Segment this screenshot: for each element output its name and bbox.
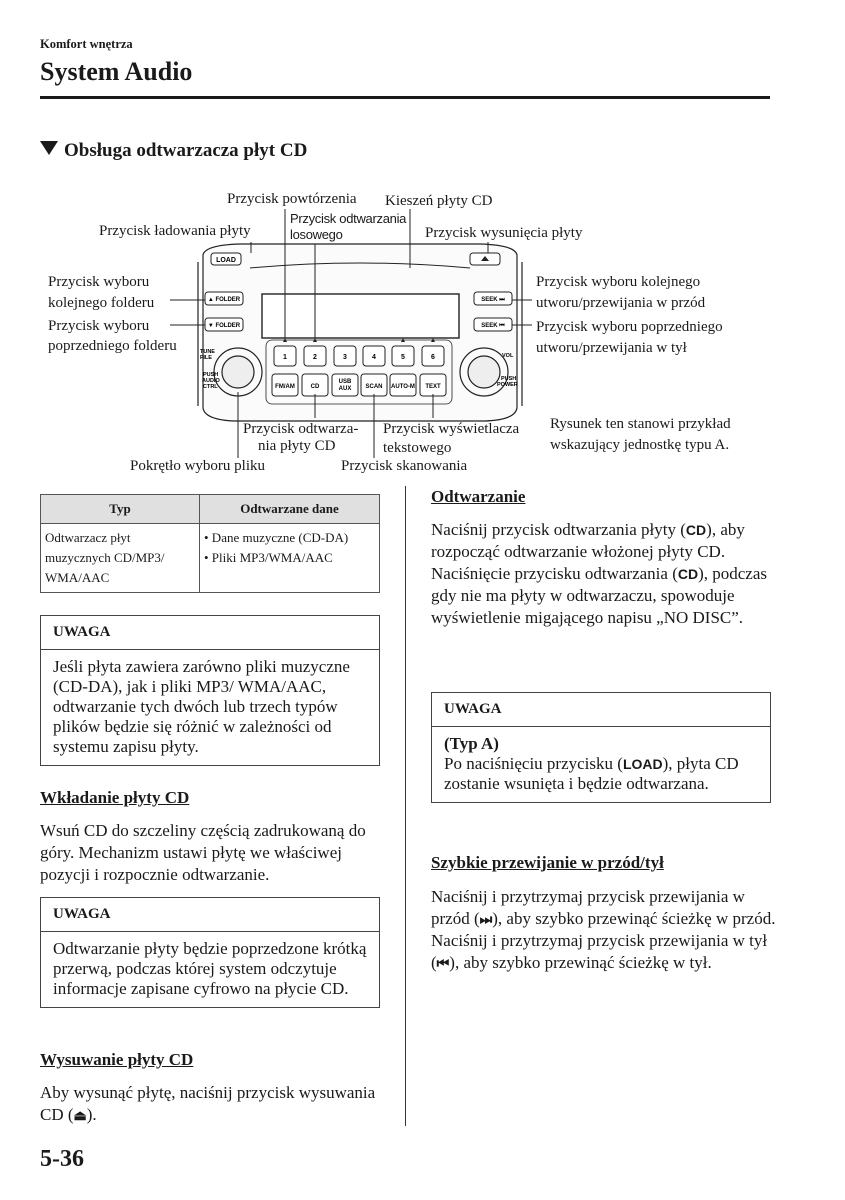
callout-play-1: Przycisk odtwarza- bbox=[243, 421, 359, 437]
figure-note-1: Rysunek ten stanowi przykład bbox=[550, 416, 731, 432]
callout-folder-prev-2: poprzedniego folderu bbox=[48, 338, 177, 354]
callout-track-next-1: Przycisk wyboru kolejnego bbox=[536, 274, 701, 290]
column-divider bbox=[405, 486, 406, 1126]
func-label-1: CD bbox=[310, 384, 320, 390]
push-power-1: PUSH bbox=[501, 376, 517, 382]
push-audio-3: CTRL bbox=[203, 384, 218, 390]
callout-track-next-2: utworu/przewijania w przód bbox=[536, 295, 706, 311]
tune-label-2: FILE bbox=[200, 355, 212, 361]
loading-heading: Wkładanie płyty CD bbox=[40, 788, 190, 807]
eject-heading: Wysuwanie płyty CD bbox=[40, 1050, 194, 1069]
note-body: Jeśli płyta zawiera zarówno pliki muzyczne (CD-DA), jak i pliki MP3/ WMA/AAC, odtwarzanie tych dwóch lub trzech typów plików będzie się różnić w zależności od systemu zapisu płyty. bbox=[53, 657, 350, 756]
fastseek-text-1: Naciśnij i przytrzymaj przycisk przewijania w przód ( bbox=[431, 887, 745, 928]
note-heading: UWAGA bbox=[432, 693, 770, 727]
play-body bbox=[431, 519, 776, 629]
callout-folder-prev-1: Przycisk wyboru bbox=[48, 318, 150, 334]
callout-knob: Pokrętło wyboru pliku bbox=[130, 458, 265, 474]
note-subheading: (Typ A) bbox=[444, 734, 499, 753]
section-label: Komfort wnętrza bbox=[40, 37, 133, 51]
func-label-2: AUX bbox=[338, 386, 352, 392]
callout-repeat: Przycisk powtórzenia bbox=[227, 191, 357, 207]
preset-label-6: 6 bbox=[431, 354, 435, 361]
figure-note-2: wskazujący jednostkę typu A. bbox=[550, 437, 730, 453]
fastseek-heading: Szybkie przewijanie w przód/tył bbox=[431, 853, 664, 872]
fastseek-body bbox=[431, 886, 776, 974]
note-heading: UWAGA bbox=[41, 898, 379, 932]
data-item: • Pliki MP3/WMA/AAC bbox=[204, 550, 333, 565]
play-text-1: Naciśnij przycisk odtwarzania płyty ( bbox=[431, 520, 686, 539]
note-body bbox=[432, 727, 770, 802]
callout-random-2: losowego bbox=[290, 227, 343, 242]
callout-play-2: nia płyty CD bbox=[258, 438, 336, 454]
note-body: Odtwarzanie płyty będzie poprzedzone krótką przerwą, podczas której system odczytuje informacje zapisane cyfrowo na płycie CD. bbox=[53, 939, 367, 998]
page-title: System Audio bbox=[40, 57, 193, 86]
load-button-label: LOAD bbox=[216, 257, 236, 264]
playback-type-table bbox=[40, 494, 380, 593]
fastseek-text-2: ), aby szybko przewinąć ścieżkę w przód. Naciśnij i przytrzymaj przycisk przewijania w tył ( bbox=[431, 909, 776, 972]
play-heading: Odtwarzanie bbox=[431, 487, 526, 506]
table-header-row bbox=[41, 495, 380, 524]
vol-label: VOL bbox=[502, 353, 514, 359]
play-text-2: ), aby rozpocząć odtwarzanie włożonej płyty CD. Naciśnięcie przycisku odtwarzania ( bbox=[431, 520, 745, 583]
func-label-4: AUTO-M bbox=[391, 384, 415, 390]
callout-track-prev-1: Przycisk wyboru poprzedniego bbox=[536, 319, 723, 335]
note-heading: UWAGA bbox=[41, 616, 379, 650]
loading-body: Wsuń CD do szczeliny częścią zadrukowaną do góry. Mechanizm ustawi płytę we właściwej pozycji i rozpocznie odtwarzanie. bbox=[40, 821, 366, 884]
callout-track-prev-2: utworu/przewijania w tył bbox=[536, 340, 687, 356]
table-row bbox=[41, 524, 380, 593]
fastseek-text-3: ), aby szybko przewinąć ścieżkę w tył. bbox=[449, 953, 712, 972]
load-icon: LOAD bbox=[622, 756, 663, 772]
skip-back-icon: ⏮ bbox=[436, 955, 450, 971]
table-cell-data bbox=[200, 524, 380, 593]
note-text-a: Po naciśnięciu przycisku ( bbox=[444, 754, 623, 773]
eject-body bbox=[40, 1082, 380, 1126]
note-box-1 bbox=[40, 615, 380, 766]
callout-folder-next-1: Przycisk wyboru bbox=[48, 274, 150, 290]
func-label-5: TEXT bbox=[425, 384, 441, 390]
seek-down-label: SEEK ⏮ bbox=[481, 323, 505, 329]
callout-text-2: tekstowego bbox=[383, 440, 452, 456]
note-box-2 bbox=[40, 897, 380, 1008]
func-button-2 bbox=[332, 374, 358, 396]
callout-eject: Przycisk wysunięcia płyty bbox=[425, 225, 583, 241]
data-item: • Dane muzyczne (CD-DA) bbox=[204, 530, 349, 545]
table-header: Typ bbox=[41, 495, 200, 524]
func-label-3: SCAN bbox=[365, 384, 383, 390]
cd-icon: CD bbox=[677, 566, 699, 582]
callout-load: Przycisk ładowania płyty bbox=[99, 223, 251, 239]
preset-label-2: 2 bbox=[313, 354, 317, 361]
table-cell-type: Odtwarzacz płyt muzycznych CD/MP3/ WMA/AAC bbox=[41, 524, 200, 593]
eject-icon: ⏏ bbox=[73, 1107, 87, 1123]
note-text-b: ), płyta CD zostanie wsunięta i będzie odtwarzana. bbox=[444, 754, 739, 793]
eject-text-a: Aby wysunąć płytę, naciśnij przycisk wysuwania CD ( bbox=[40, 1083, 376, 1124]
table-header: Odtwarzane dane bbox=[200, 495, 380, 524]
note-box-3 bbox=[431, 692, 771, 803]
page-number: 5-36 bbox=[40, 1146, 84, 1172]
skip-forward-icon: ⏭ bbox=[479, 911, 493, 927]
subheading-text: Obsługa odtwarzacza płyt CD bbox=[64, 140, 308, 161]
callout-text-1: Przycisk wyświetlacza bbox=[383, 421, 520, 437]
preset-label-3: 3 bbox=[343, 354, 347, 361]
callout-scan: Przycisk skanowania bbox=[341, 458, 468, 474]
callout-slot: Kieszeń płyty CD bbox=[385, 193, 493, 209]
push-power-2: POWER bbox=[497, 382, 518, 388]
preset-label-4: 4 bbox=[372, 354, 376, 361]
preset-label-5: 5 bbox=[401, 354, 405, 361]
callout-folder-next-2: kolejnego folderu bbox=[48, 295, 155, 311]
push-audio-2: AUDIO bbox=[202, 378, 220, 384]
preset-label-1: 1 bbox=[283, 354, 287, 361]
folder-down-label: ▼ FOLDER bbox=[207, 323, 241, 329]
func-label-0: FM/AM bbox=[275, 384, 295, 390]
cd-icon: CD bbox=[685, 522, 707, 538]
seek-up-label: SEEK ⏭ bbox=[481, 297, 505, 303]
folder-up-label: ▲ FOLDER bbox=[207, 297, 241, 303]
play-text-3: ), podczas gdy nie ma płyty w odtwarzaczu, spowoduje wyświetlenie migającego napisu „NO DISC”. bbox=[431, 564, 768, 627]
push-audio-1: PUSH bbox=[203, 372, 219, 378]
tune-label-1: TUNE bbox=[200, 349, 215, 355]
eject-text-b: ). bbox=[86, 1105, 97, 1124]
callout-random-1: Przycisk odtwarzania bbox=[290, 211, 407, 226]
func-label-2: USB bbox=[338, 379, 352, 385]
